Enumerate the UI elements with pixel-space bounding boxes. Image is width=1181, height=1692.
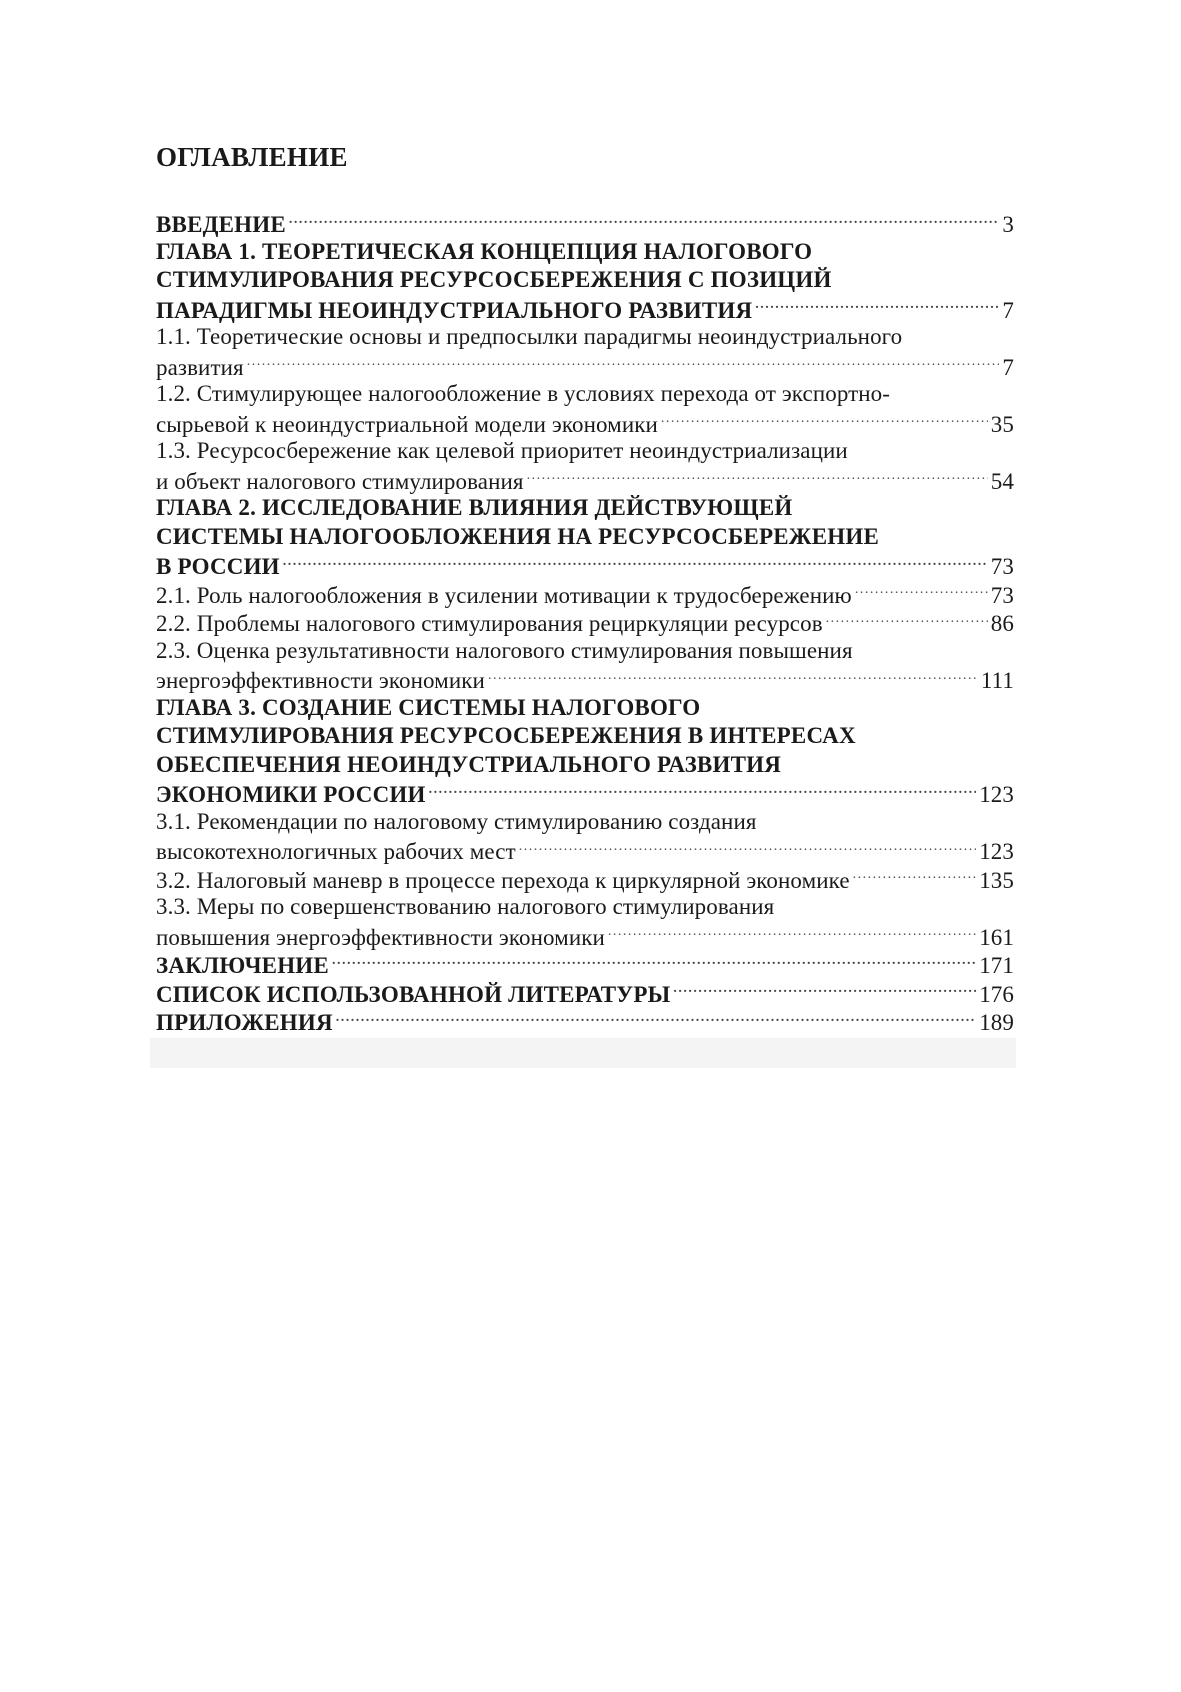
toc-chapter-entry[interactable] [156,950,1014,979]
toc-section-entry[interactable] [156,437,1014,494]
dot-leader [755,295,999,318]
toc-entry-title-line: 3.3. Меры по совершенствованию налогового стимулирования [156,894,775,919]
toc-entry-title: ЭКОНОМИКИ РОССИИ [156,782,426,807]
shaded-band [150,1038,1016,1068]
toc-entry-title: развития [156,354,244,380]
toc-chapter-entry[interactable] [156,209,1014,238]
toc-section-entry[interactable] [156,808,1014,865]
dot-leader [488,665,978,688]
toc-entry-title-line: ГЛАВА 2. ИССЛЕДОВАНИЕ ВЛИЯНИЯ ДЕЙСТВУЮЩЕЙ [156,495,793,520]
toc-page-number: 123 [979,839,1014,864]
toc-entry-final-line [156,979,1014,1008]
dot-leader [429,779,977,802]
toc-page-number: 73 [990,582,1014,608]
toc-entry-final-line [156,836,1014,865]
dot-leader [826,608,988,631]
dot-leader [853,865,977,888]
dot-leader [283,551,988,574]
toc-entry-title: ПАРАДИГМЫ НЕОИНДУСТРИАЛЬНОГО РАЗВИТИЯ [156,297,753,323]
toc-entry-final-line [156,922,1014,951]
toc-chapter-entry[interactable] [156,238,1014,324]
toc-entry-title: 2.1. Роль налогообложения в усилении мотивации к трудосбережению [156,582,852,608]
dot-leader [527,466,988,489]
toc-entry-title: энергоэффективности экономики [156,668,485,693]
toc-entry-final-line [156,665,1014,694]
dot-leader [332,950,976,973]
toc-entry-title: 2.2. Проблемы налогового стимулирования рециркуляции ресурсов [156,611,823,636]
toc-entry-title-line: СТИМУЛИРОВАНИЯ РЕСУРСОСБЕРЕЖЕНИЯ В ИНТЕРЕСАХ [156,723,856,748]
toc-page-number: 111 [980,668,1014,693]
toc-entry-final-line [156,950,1014,979]
toc-section-entry[interactable] [156,580,1014,609]
toc-entry-title-line: 1.3. Ресурсосбережение как целевой приоритет неоиндустриализации [156,438,848,463]
toc-chapter-entry[interactable] [156,1007,1014,1036]
toc-section-entry[interactable] [156,865,1014,894]
toc-page-number: 7 [1002,297,1014,323]
toc-entry-final-line [156,580,1014,609]
toc-entry-final-line [156,865,1014,894]
toc-section-entry[interactable] [156,637,1014,694]
dot-leader [336,1007,976,1030]
toc-entry-title: ВВЕДЕНИЕ [156,212,286,237]
toc-entry-title: и объект налогового стимулирования [156,468,524,494]
dot-leader [247,352,1000,375]
toc-page-number: 35 [990,411,1014,437]
toc-entry-title: 3.2. Налоговый маневр в процессе перехода к циркулярной экономике [156,867,850,893]
toc-entry-title-line: ГЛАВА 1. ТЕОРЕТИЧЕСКАЯ КОНЦЕПЦИЯ НАЛОГОВОГО [156,238,813,264]
toc-entry-final-line [156,295,1014,324]
toc-entry-final-line [156,352,1014,381]
toc-entry-final-line [156,1007,1014,1036]
dot-leader [661,409,988,432]
table-of-contents [156,209,1014,1036]
toc-page-number: 176 [979,981,1014,1007]
toc-page-number: 135 [979,867,1014,893]
toc-page-number: 73 [990,554,1014,579]
toc-entry-title: повышения энергоэффективности экономики [156,924,605,950]
toc-chapter-entry[interactable] [156,979,1014,1008]
toc-chapter-entry[interactable] [156,494,1014,580]
toc-entry-title-line: 1.1. Теоретические основы и предпосылки парадигмы неоиндустриального [156,324,903,349]
toc-section-entry[interactable] [156,608,1014,637]
toc-entry-title-line: ГЛАВА 3. СОЗДАНИЕ СИСТЕМЫ НАЛОГОВОГО [156,694,701,720]
toc-entry-title: СПИСОК ИСПОЛЬЗОВАННОЙ ЛИТЕРАТУРЫ [156,981,671,1007]
toc-entry-title: сырьевой к неоиндустриальной модели экономики [156,411,658,437]
toc-section-entry[interactable] [156,380,1014,437]
toc-entry-final-line [156,409,1014,438]
dot-leader [519,836,976,859]
toc-entry-title-line: СИСТЕМЫ НАЛОГООБЛОЖЕНИЯ НА РЕСУРСОСБЕРЕЖЕНИЕ [156,523,880,549]
toc-entry-title-line: 3.1. Рекомендации по налоговому стимулированию создания [156,808,757,834]
toc-page-number: 123 [979,782,1014,807]
toc-entry-title: В РОССИИ [156,554,280,579]
dot-leader [673,979,976,1002]
toc-page-number: 3 [1002,212,1014,237]
toc-entry-title: ЗАКЛЮЧЕНИЕ [156,953,329,978]
toc-section-entry[interactable] [156,893,1014,950]
toc-entry-title: ПРИЛОЖЕНИЯ [156,1010,333,1035]
toc-section-entry[interactable] [156,323,1014,380]
dot-leader [608,922,976,945]
toc-entry-title-line: ОБЕСПЕЧЕНИЯ НЕОИНДУСТРИАЛЬНОГО РАЗВИТИЯ [156,751,782,777]
toc-entry-final-line [156,551,1014,580]
toc-entry-final-line [156,779,1014,808]
toc-chapter-entry[interactable] [156,694,1014,808]
page-title: ОГЛАВЛЕНИЕ [156,142,348,172]
toc-page-number: 189 [979,1010,1014,1035]
toc-page-number: 86 [990,611,1014,636]
toc-entry-title-line: 1.2. Стимулирующее налогообложение в условиях перехода от экспортно- [156,381,891,406]
toc-page-number: 161 [979,924,1014,950]
toc-page-number: 171 [979,953,1014,978]
toc-entry-final-line [156,209,1014,238]
toc-entry-final-line [156,466,1014,495]
toc-entry-title: высокотехнологичных рабочих мест [156,839,516,864]
toc-page-number: 7 [1002,354,1014,380]
toc-entry-title-line: СТИМУЛИРОВАНИЯ РЕСУРСОСБЕРЕЖЕНИЯ С ПОЗИЦИЙ [156,267,832,292]
toc-entry-final-line [156,608,1014,637]
toc-entry-title-line: 2.3. Оценка результативности налогового стимулирования повышения [156,637,853,663]
dot-leader [289,209,999,232]
dot-leader [855,580,988,603]
toc-page-number: 54 [990,468,1014,494]
